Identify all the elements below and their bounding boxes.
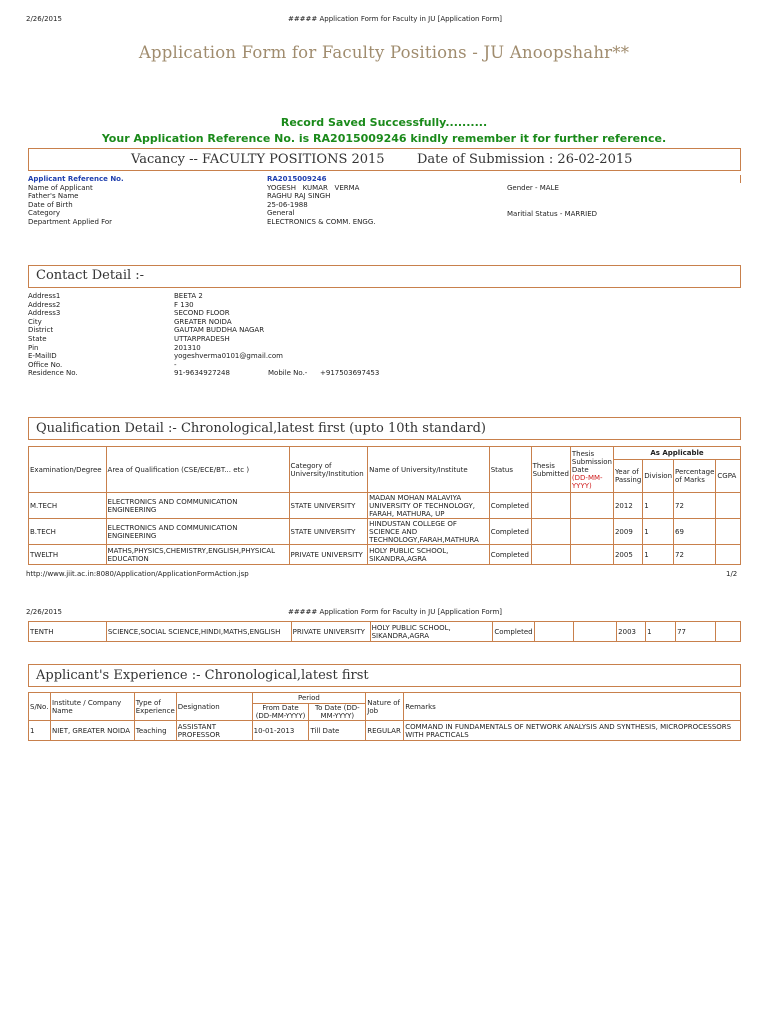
cell-exam: TENTH [29, 622, 107, 642]
contact-value: 91-9634927248 [174, 369, 230, 378]
print-doc-title: ##### Application Form for Faculty in JU [Application Form] [287, 15, 503, 23]
col-year: Year of Passing [613, 460, 642, 493]
contact-label: City [28, 317, 42, 326]
date-format: (DD-MM-YYYY) [571, 473, 603, 490]
contact-label: District [28, 326, 54, 335]
qualification-title: Qualification Detail :- Chronological,latest first (upto 10th standard) [36, 421, 486, 436]
cell-area: ELECTRONICS AND COMMUNICATION ENGINEERING [106, 519, 289, 545]
mobile-label: Mobile No.- [268, 369, 308, 378]
contact-value: 201310 [174, 343, 201, 352]
applicant-field-value: 25-06-1988 [267, 200, 308, 209]
cell-year: 2012 [613, 493, 642, 519]
cell-to-date: Till Date [309, 721, 366, 741]
qualification-table [28, 446, 741, 565]
experience-table [28, 692, 741, 741]
cell-year: 2005 [613, 545, 642, 565]
thesis-date-label: Thesis Submission Date [571, 449, 612, 474]
contact-value: yogeshverma0101@gmail.com [174, 352, 284, 361]
contact-values [174, 292, 404, 378]
col-designation: Designation [176, 693, 252, 721]
col-cgpa: CGPA [716, 460, 741, 493]
col-category: Category of University/Institution [289, 447, 368, 493]
marital-status: Maritial Status - MARRIED [507, 210, 598, 218]
contact-label: Address3 [28, 309, 61, 318]
cell-percent: 72 [674, 493, 716, 519]
applicant-field-value: General [267, 209, 295, 218]
cell-category: STATE UNIVERSITY [289, 493, 368, 519]
cell-percent: 72 [674, 545, 716, 565]
cell-area: MATHS,PHYSICS,CHEMISTRY,ENGLISH,PHYSICAL EDUCATION [106, 545, 289, 565]
cell-year: 2003 [617, 622, 646, 642]
cell-name: HINDUSTAN COLLEGE OF SCIENCE AND TECHNOLOGY,FARAH,MATHURA [368, 519, 490, 545]
cell-cgpa [716, 493, 741, 519]
applicant-values [267, 175, 497, 227]
cell-thesis-date [570, 493, 613, 519]
applicant-field-value: YOGESH KUMAR VERMA [267, 183, 360, 192]
ref-label: Applicant Reference No. [28, 175, 124, 183]
col-type: Type of Experience [134, 693, 176, 721]
col-thesis: Thesis Submitted [531, 447, 570, 493]
cell-percent: 77 [676, 622, 716, 642]
cell-division: 1 [646, 622, 676, 642]
cell-division: 1 [643, 519, 674, 545]
contact-label: State [28, 334, 47, 343]
contact-value: - [174, 360, 177, 369]
cell-cgpa [716, 622, 741, 642]
col-percent: Percentage of Marks [674, 460, 716, 493]
contact-title: Contact Detail :- [36, 268, 145, 283]
qualification-table-continued [28, 621, 741, 642]
col-applicable: As Applicable [613, 447, 740, 460]
reference-message: Your Application Reference No. is RA2015009246 kindly remember it for further reference. [101, 132, 667, 145]
applicant-field-label: Name of Applicant [28, 183, 93, 192]
contact-label: Address2 [28, 300, 61, 309]
cell-category: STATE UNIVERSITY [289, 519, 368, 545]
vacancy-text: Vacancy -- FACULTY POSITIONS 2015 [131, 152, 385, 167]
table-row [29, 493, 741, 519]
cell-division: 1 [643, 545, 674, 565]
table-row [29, 622, 741, 642]
cell-status: Completed [489, 493, 531, 519]
contact-value: UTTARPRADESH [174, 334, 230, 343]
col-thesis-date [570, 447, 613, 493]
cell-cgpa [716, 519, 741, 545]
ref-value: RA2015009246 [267, 175, 327, 183]
applicant-field-value: RAGHU RAJ SINGH [267, 192, 331, 201]
cell-thesis-date [574, 622, 617, 642]
col-remarks: Remarks [404, 693, 741, 721]
col-from-date: From Date (DD-MM-YYYY) [252, 704, 309, 721]
cell-thesis-date [570, 519, 613, 545]
contact-value: SECOND FLOOR [174, 309, 230, 318]
col-nature: Nature of Job [366, 693, 404, 721]
contact-labels [28, 292, 168, 378]
submission-date: Date of Submission : 26-02-2015 [417, 152, 633, 167]
cell-nature: REGULAR [366, 721, 404, 741]
cell-area: ELECTRONICS AND COMMUNICATION ENGINEERING [106, 493, 289, 519]
experience-box [28, 664, 741, 687]
col-institute: Institute / Company Name [50, 693, 134, 721]
cell-thesis [535, 622, 574, 642]
applicant-field-label: Date of Birth [28, 200, 73, 209]
cell-status: Completed [489, 519, 531, 545]
col-period: Period [252, 693, 366, 704]
col-status: Status [489, 447, 531, 493]
cell-name: MADAN MOHAN MALAVIYA UNIVERSITY OF TECHNOLOGY, FARAH, MATHURA, UP [368, 493, 490, 519]
cell-division: 1 [643, 493, 674, 519]
footer-url: http://www.jiit.ac.in:8080/Application/ApplicationFormAction.jsp [26, 570, 249, 578]
col-to-date: To Date (DD-MM-YYYY) [309, 704, 366, 721]
cell-exam: TWELTH [29, 545, 107, 565]
contact-label: E-MailID [28, 352, 57, 361]
applicant-field-value: ELECTRONICS & COMM. ENGG. [267, 217, 376, 226]
contact-box [28, 265, 741, 288]
col-exam: Examination/Degree [29, 447, 107, 493]
cell-percent: 69 [674, 519, 716, 545]
cell-exam: B.TECH [29, 519, 107, 545]
cell-status: Completed [493, 622, 535, 642]
col-name: Name of University/Institute [368, 447, 490, 493]
divider [740, 175, 741, 183]
print-doc-title: ##### Application Form for Faculty in JU [Application Form] [287, 608, 503, 616]
applicant-field-label: Category [28, 209, 60, 218]
col-sno: S/No. [29, 693, 51, 721]
cell-institute: NIET, GREATER NOIDA [50, 721, 134, 741]
gender: Gender - MALE [507, 184, 559, 192]
col-division: Division [643, 460, 674, 493]
contact-label: Address1 [28, 292, 61, 300]
cell-thesis [531, 519, 570, 545]
applicant-field-label: Department Applied For [28, 217, 113, 226]
print-date: 2/26/2015 [26, 15, 62, 23]
applicant-field-label: Father's Name [28, 192, 79, 201]
table-row [29, 519, 741, 545]
table-row [29, 721, 741, 741]
cell-category: PRIVATE UNIVERSITY [289, 545, 368, 565]
record-saved-message: Record Saved Successfully.......... [280, 116, 488, 129]
cell-status: Completed [489, 545, 531, 565]
qualification-box [28, 417, 741, 440]
cell-year: 2009 [613, 519, 642, 545]
applicant-labels [28, 175, 248, 227]
cell-cgpa [716, 545, 741, 565]
contact-value: GREATER NOIDA [174, 317, 232, 326]
footer-page: 1/2 [726, 570, 738, 578]
contact-label: Office No. [28, 360, 63, 369]
page-title: Application Form for Faculty Positions - JU Anoopshahr** [138, 43, 630, 62]
cell-thesis [531, 545, 570, 565]
cell-designation: ASSISTANT PROFESSOR [176, 721, 252, 741]
cell-from-date: 10-01-2013 [252, 721, 309, 741]
contact-value: F 130 [174, 300, 194, 309]
cell-name: HOLY PUBLIC SCHOOL, SIKANDRA,AGRA [370, 622, 493, 642]
cell-area: SCIENCE,SOCIAL SCIENCE,HINDI,MATHS,ENGLISH [106, 622, 291, 642]
contact-value: BEETA 2 [174, 292, 203, 300]
cell-type: Teaching [134, 721, 176, 741]
experience-title: Applicant's Experience :- Chronological,latest first [36, 668, 369, 683]
contact-label: Residence No. [28, 369, 78, 378]
cell-exam: M.TECH [29, 493, 107, 519]
col-area: Area of Qualification (CSE/ECE/BT... etc ) [106, 447, 289, 493]
cell-category: PRIVATE UNIVERSITY [291, 622, 370, 642]
cell-sno: 1 [29, 721, 51, 741]
mobile-value: +917503697453 [320, 369, 380, 378]
cell-thesis-date [570, 545, 613, 565]
cell-remarks: COMMAND IN FUNDAMENTALS OF NETWORK ANALYSIS AND SYNTHESIS, MICROPROCESSORS WITH PRACTICALS [404, 721, 741, 741]
table-row [29, 545, 741, 565]
cell-thesis [531, 493, 570, 519]
cell-name: HOLY PUBLIC SCHOOL, SIKANDRA,AGRA [368, 545, 490, 565]
vacancy-box [28, 148, 741, 171]
contact-value: GAUTAM BUDDHA NAGAR [174, 326, 265, 335]
print-date: 2/26/2015 [26, 608, 62, 616]
contact-label: Pin [28, 343, 39, 352]
